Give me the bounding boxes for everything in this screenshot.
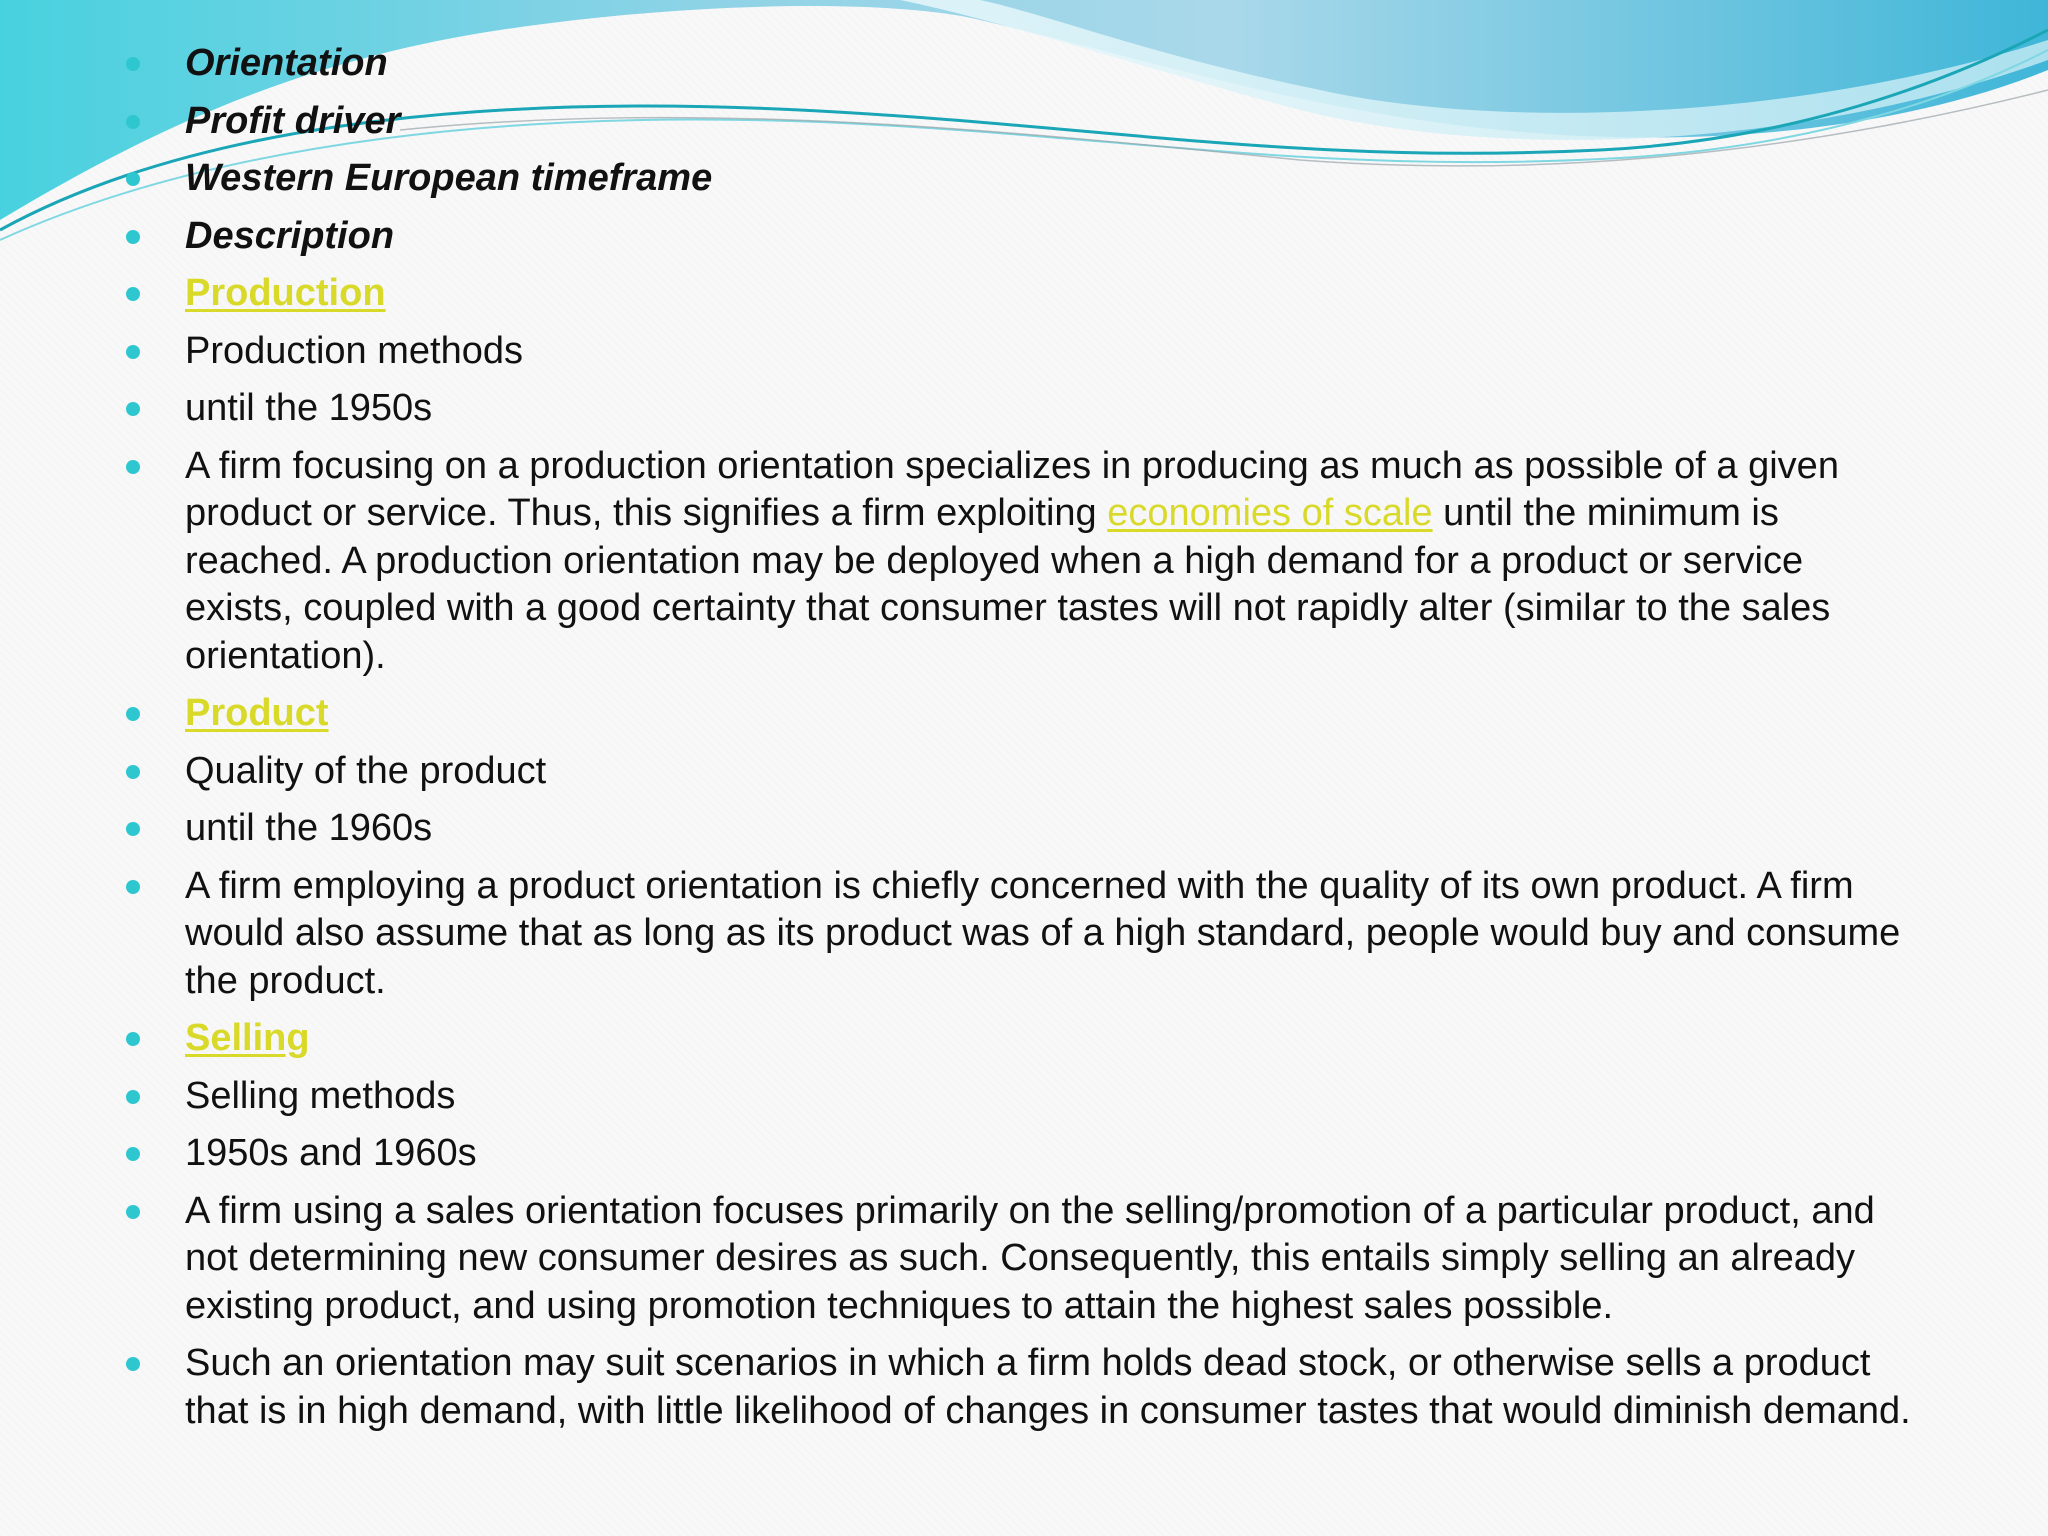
bullet-dot [126, 402, 140, 416]
item-text-after: until the minimum is reached. A production orientation may be deployed when a high demand for a product or service exists, coupled with a good certainty that consumer tastes will not rapidly alter (similar to the sales orientation). [185, 492, 1831, 677]
list-item-until-1960s [0, 805, 1980, 853]
list-item-production-methods [0, 328, 1980, 376]
product-link[interactable]: Product [185, 692, 329, 734]
bullet-dot [126, 287, 140, 301]
list-item-orientation [0, 40, 1980, 88]
item-text: Description [185, 214, 395, 257]
economies-of-scale-link[interactable]: economies of scale [1107, 492, 1433, 534]
bullet-dot [126, 1147, 140, 1161]
bullet-dot [126, 115, 140, 129]
bullet-dot [126, 880, 140, 894]
bullet-dot [126, 57, 140, 71]
list-item-product-description [0, 863, 1980, 1006]
item-text: until the 1950s [185, 387, 433, 429]
list-item-selling-methods [0, 1073, 1980, 1121]
bullet-dot [126, 1205, 140, 1219]
item-text: until the 1960s [185, 807, 433, 849]
item-text: A firm using a sales orientation focuses primarily on the selling/promotion of a particular product, and not determining new consumer desires as such. Consequently, this entails simply selling an already existing product, and using promotion techniques to attain the highest sales possible. [185, 1189, 1875, 1327]
list-item-selling [0, 1015, 1980, 1063]
production-link[interactable]: Production [185, 272, 386, 314]
list-item-production [0, 270, 1980, 318]
bullet-dot [126, 345, 140, 359]
selling-link[interactable]: Selling [185, 1017, 310, 1059]
list-item-quality [0, 748, 1980, 796]
item-text: Quality of the product [185, 749, 547, 792]
item-text: Selling methods [185, 1074, 456, 1117]
bullet-dot [126, 460, 140, 474]
item-text: Western European timeframe [185, 157, 713, 199]
list-item-description [0, 213, 1980, 261]
item-text: A firm employing a product orientation is chiefly concerned with the quality of its own product. A firm would also assume that as long as its product was of a high standard, people would buy and consume the product. [185, 864, 1901, 1002]
list-item-timeframe [0, 155, 1980, 203]
bullet-list [0, 40, 2048, 1445]
bullet-dot [126, 765, 140, 779]
item-text: Orientation [185, 42, 388, 84]
list-item-until-1950s [0, 385, 1980, 433]
bullet-dot [126, 1357, 140, 1371]
item-text: 1950s and 1960s [185, 1132, 477, 1174]
list-item-production-description [0, 443, 1980, 681]
bullet-dot [126, 230, 140, 244]
item-text: Such an orientation may suit scenarios in which a firm holds dead stock, or otherwise sells a product that is in high demand, with little likelihood of changes in consumer tastes that would diminish demand. [185, 1342, 1911, 1432]
bullet-dot [126, 707, 140, 721]
list-item-selling-scenarios [0, 1340, 1980, 1435]
list-item-1950s-1960s [0, 1130, 1980, 1178]
item-text: Production methods [185, 329, 523, 372]
list-item-selling-description [0, 1188, 1980, 1331]
item-text-before: A firm focusing on a production orientation specializes in producing as much as possible of a given product or service. Thus, this signifies a firm exploiting [185, 444, 1839, 534]
bullet-dot [126, 1032, 140, 1046]
list-item-profit-driver [0, 98, 1980, 146]
bullet-dot [126, 1090, 140, 1104]
bullet-dot [126, 172, 140, 186]
list-item-product [0, 690, 1980, 738]
item-text: Profit driver [185, 99, 401, 142]
bullet-dot [126, 822, 140, 836]
